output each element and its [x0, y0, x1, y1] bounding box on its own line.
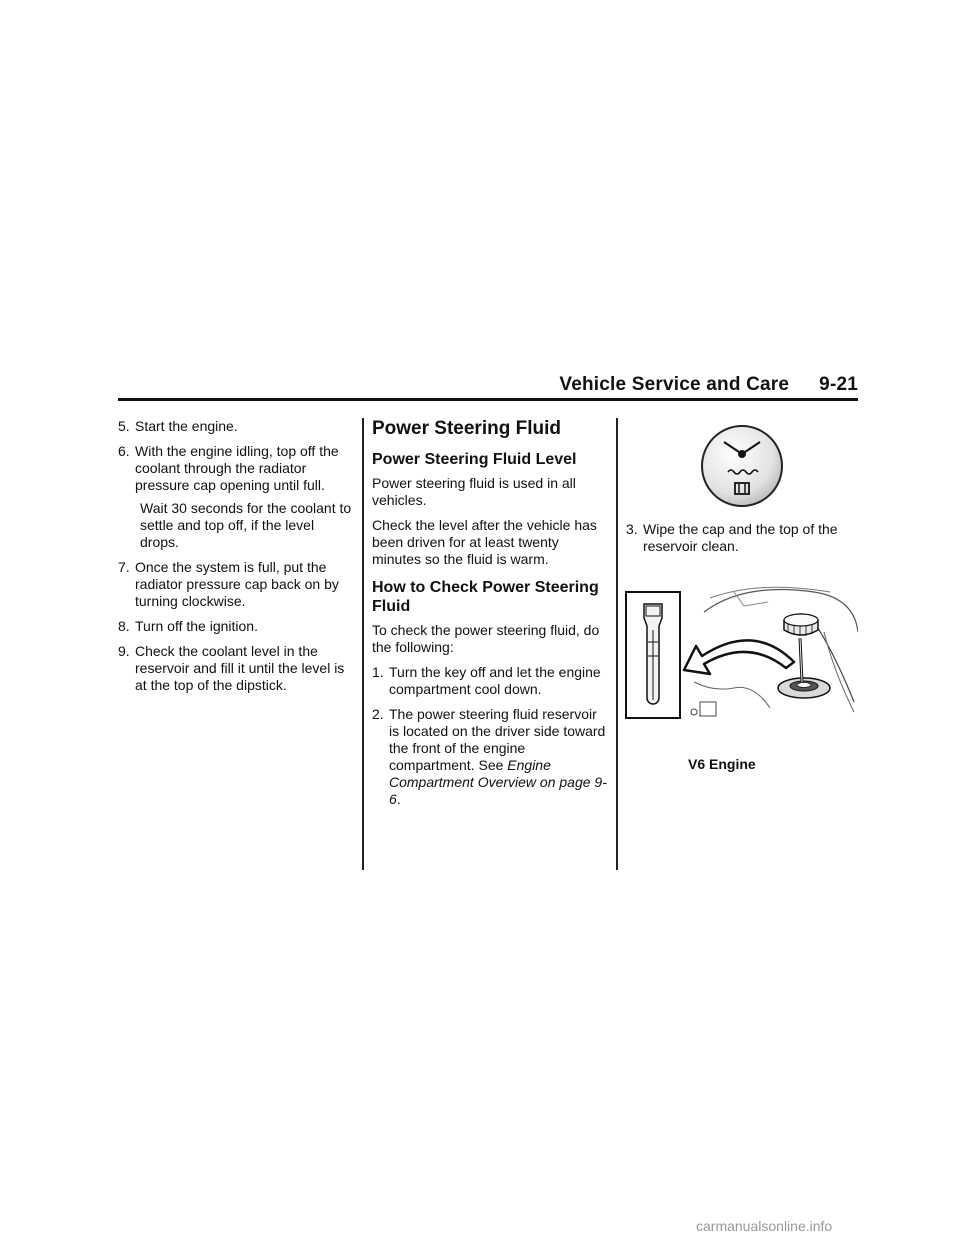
step-text: Turn the key off and let the engine compartment cool down. — [389, 664, 601, 697]
step-number: 5. — [118, 418, 130, 434]
list-item — [118, 559, 354, 610]
step-text: Check the coolant level in the reservoir and fill it until the level is at the top of the dipstick. — [135, 643, 345, 693]
list-item — [118, 618, 354, 635]
subsection-heading: How to Check Power Steering Fluid — [372, 579, 599, 615]
column-1 — [118, 418, 354, 702]
watermark: carmanualsonline.info — [696, 1218, 833, 1234]
list-item — [118, 418, 354, 435]
step-number: 9. — [118, 643, 130, 659]
section-title: Vehicle Service and Care — [559, 374, 790, 395]
figure-caption: V6 Engine — [688, 756, 756, 772]
step-text: Wipe the cap and the top of the reservoir clean. — [643, 521, 838, 554]
list-item — [372, 706, 608, 808]
step-number: 3. — [626, 521, 638, 537]
page-header — [118, 372, 858, 396]
step-text-body: The power steering fluid reservoir is located on the driver side toward the front of the engine compartment. See — [389, 706, 606, 773]
paragraph: Power steering fluid is used in all vehicles. — [372, 475, 576, 508]
paragraph: Check the level after the vehicle has been driven for at least twenty minutes so the fluid is warm. — [372, 517, 597, 567]
column-3 — [626, 521, 858, 563]
column-2 — [372, 418, 608, 816]
list-item — [626, 521, 858, 555]
step-number: 6. — [118, 443, 130, 459]
column-divider-1 — [362, 418, 364, 870]
paragraph: To check the power steering fluid, do the following: — [372, 622, 600, 655]
list-item — [118, 443, 354, 494]
step-number: 8. — [118, 618, 130, 634]
coolant-cap-symbol-icon — [700, 424, 784, 508]
section-heading: Power Steering Fluid — [372, 418, 561, 439]
step-number: 2. — [372, 706, 384, 722]
step-text: Turn off the ignition. — [135, 618, 258, 634]
cross-reference-link[interactable]: Engine Compartment Overview on page 9-6 — [389, 757, 607, 807]
subsection-heading: Power Steering Fluid Level — [372, 451, 577, 468]
step-note: Wait 30 seconds for the coolant to settle and top off, if the level drops. — [140, 500, 352, 550]
step-text-end: . — [396, 791, 401, 807]
page-number: 9-21 — [819, 374, 858, 395]
step-text: Start the engine. — [135, 418, 238, 434]
step-text — [389, 706, 608, 808]
header-rule — [118, 398, 858, 401]
step-text: With the engine idling, top off the coolant through the radiator pressure cap opening until full. — [135, 443, 339, 493]
list-item — [118, 643, 354, 694]
step-number: 1. — [372, 664, 384, 680]
column-divider-2 — [616, 418, 618, 870]
step-number: 7. — [118, 559, 130, 575]
list-item — [372, 664, 608, 698]
v6-engine-reservoir-illustration — [624, 582, 858, 722]
step-text: Once the system is full, put the radiator pressure cap back on by turning clockwise. — [135, 559, 339, 609]
